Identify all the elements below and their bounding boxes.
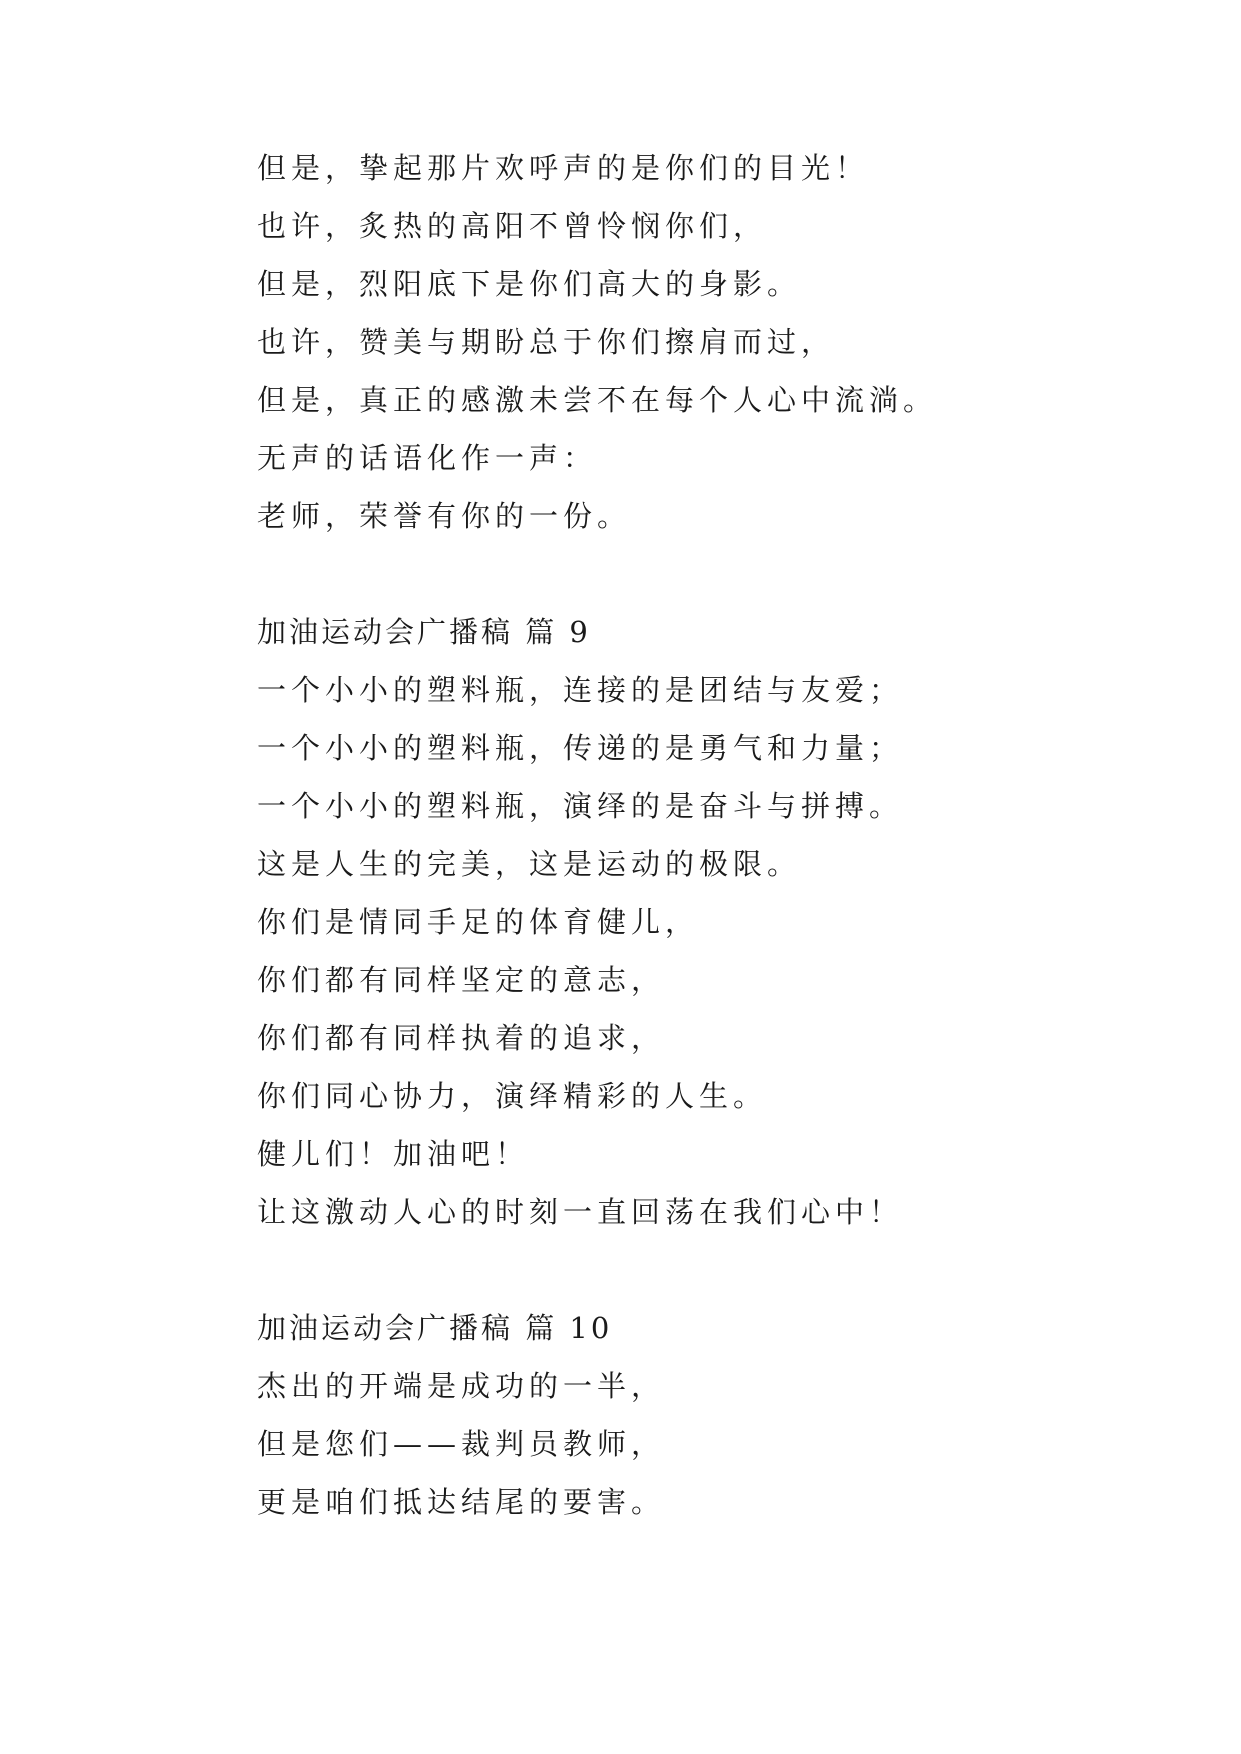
text-line: 但是，真正的感激未尝不在每个人心中流淌。 xyxy=(257,383,938,417)
text-line: 一个小小的塑料瓶，传递的是勇气和力量； xyxy=(257,731,904,765)
text-line: 一个小小的塑料瓶，演绎的是奋斗与拼搏。 xyxy=(257,789,904,823)
text-line: 杰出的开端是成功的一半， xyxy=(257,1369,666,1403)
section-heading: 加油运动会广播稿 篇 10 xyxy=(257,1311,613,1345)
text-line: 你们同心协力，演绎精彩的人生。 xyxy=(257,1079,768,1113)
text-line: 健儿们！加油吧！ xyxy=(257,1137,530,1171)
text-line: 让这激动人心的时刻一直回荡在我们心中！ xyxy=(257,1195,904,1229)
section-heading: 加油运动会广播稿 篇 9 xyxy=(257,615,591,649)
text-line: 也许，炙热的高阳不曾怜悯你们， xyxy=(257,209,768,243)
text-line: 老师，荣誉有你的一份。 xyxy=(257,499,632,533)
text-line: 也许，赞美与期盼总于你们擦肩而过， xyxy=(257,325,836,359)
text-line: 但是您们——裁判员教师， xyxy=(257,1427,666,1461)
text-line: 你们都有同样执着的追求， xyxy=(257,1021,666,1055)
text-line: 一个小小的塑料瓶，连接的是团结与友爱； xyxy=(257,673,904,707)
text-line: 你们是情同手足的体育健儿， xyxy=(257,905,700,939)
text-line: 无声的话语化作一声： xyxy=(257,441,598,475)
text-line: 但是，烈阳底下是你们高大的身影。 xyxy=(257,267,802,301)
text-line: 这是人生的完美，这是运动的极限。 xyxy=(257,847,802,881)
text-line: 更是咱们抵达结尾的要害。 xyxy=(257,1485,666,1519)
text-line: 但是，挚起那片欢呼声的是你们的目光！ xyxy=(257,151,870,185)
text-line: 你们都有同样坚定的意志， xyxy=(257,963,666,997)
